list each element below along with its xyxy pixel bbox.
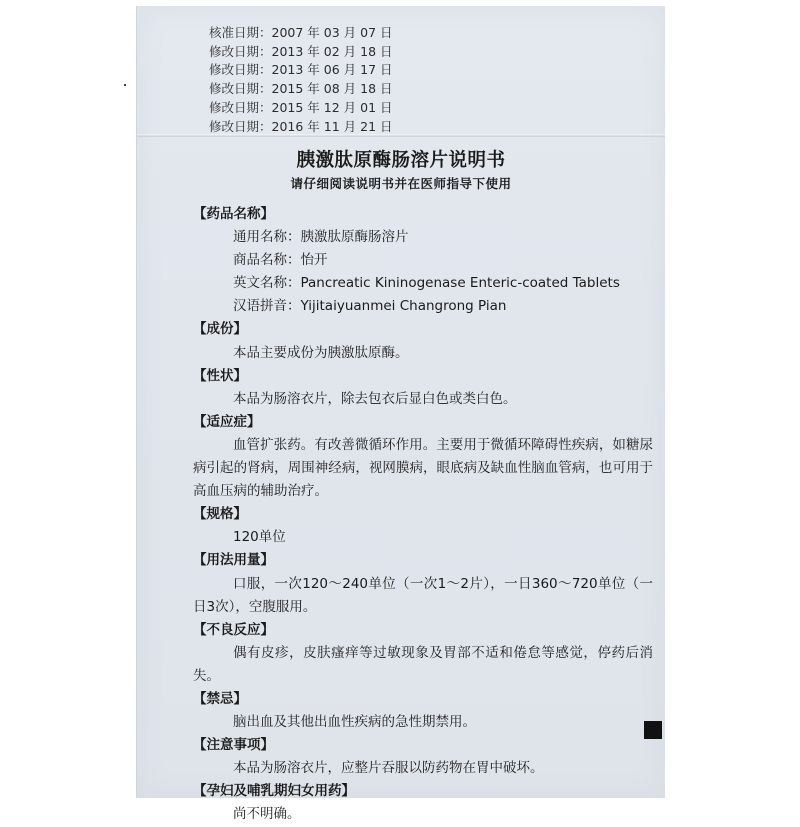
section-heading-name: 【药品名称】 [193, 206, 274, 222]
dosage-text: 口服，一次120～240单位（一次1～2片），一日360～720单位（一日3次），空腹服用。 [193, 575, 653, 615]
revision-dates [209, 24, 393, 136]
section-heading-spec: 【规格】 [193, 506, 247, 523]
properties-text: 本品为肠溶衣片，除去包衣后显白色或类白色。 [233, 390, 517, 407]
pregnancy-text: 尚不明确。 [233, 806, 301, 823]
registration-mark [644, 721, 662, 739]
section-heading-contraindications: 【禁忌】 [193, 690, 247, 707]
document-subtitle: 请仔细阅读说明书并在医师指导下使用 [290, 176, 512, 191]
pinyin-name: 汉语拼音：Yijitaiyuanmei Changrong Pian [233, 298, 507, 315]
revision-date: 修改日期：2013 年 06 月 17 日 [209, 62, 393, 78]
adverse-text: 偶有皮疹，皮肤瘙痒等过敏现象及胃部不适和倦怠等感觉，停药后消失。 [193, 644, 653, 684]
revision-date: 修改日期：2015 年 12 月 01 日 [209, 99, 393, 115]
generic-name: 通用名称：胰激肽原酶肠溶片 [233, 229, 409, 246]
indications-text: 血管扩张药。有改善微循环作用。主要用于微循环障碍性疾病，如糖尿病引起的肾病，周围神经病，视网膜病，眼底病及缺血性脑血管病，也可用于高血压病的辅助治疗。 [193, 436, 653, 500]
section-heading-indications: 【适应症】 [193, 413, 261, 430]
section-heading-ingredients: 【成份】 [193, 321, 247, 338]
revision-date: 修改日期：2013 年 02 月 18 日 [209, 43, 393, 59]
spec-text: 120单位 [233, 529, 286, 546]
trade-name: 商品名称：怡开 [233, 252, 328, 269]
section-heading-properties: 【性状】 [193, 367, 247, 384]
scan-speck [124, 84, 126, 86]
ingredients-text: 本品主要成份为胰激肽原酶。 [233, 344, 409, 361]
leaflet-sheet [136, 6, 665, 823]
section-heading-dosage: 【用法用量】 [193, 552, 274, 569]
revision-date: 修改日期：2016 年 11 月 21 日 [209, 118, 393, 134]
contraindications-text: 脑出血及其他出血性疾病的急性期禁用。 [233, 714, 476, 731]
section-heading-pregnancy: 【孕妇及哺乳期妇女用药】 [193, 783, 355, 800]
precautions-text: 本品为肠溶衣片，应整片吞服以防药物在胃中破坏。 [233, 760, 544, 777]
section-heading-precautions: 【注意事项】 [193, 737, 274, 754]
document-title: 胰激肽原酶肠溶片说明书 [296, 150, 506, 171]
approval-date: 核准日期：2007 年 03 月 07 日 [209, 25, 393, 40]
english-name: 英文名称：Pancreatic Kininogenase Enteric-coated Tablets [233, 275, 620, 292]
section-heading-adverse: 【不良反应】 [193, 621, 274, 638]
revision-date: 修改日期：2015 年 08 月 18 日 [209, 81, 393, 97]
leaflet-body [193, 203, 653, 827]
